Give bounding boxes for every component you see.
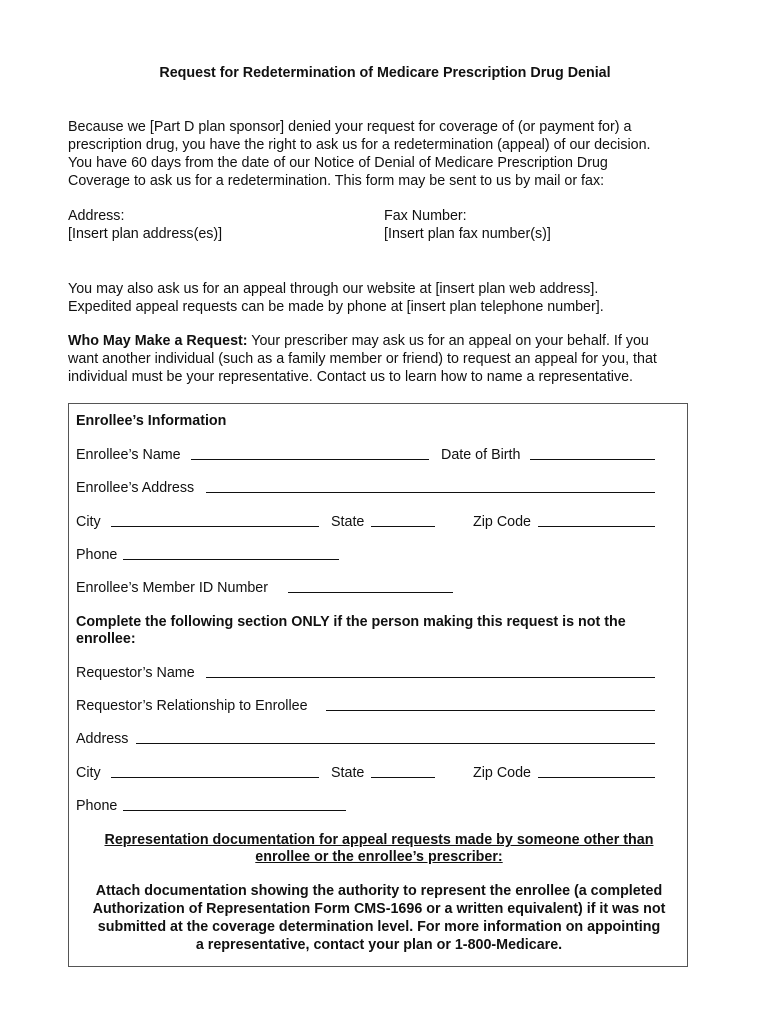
who-line: want another individual (such as a family member or friend) to request an appeal for you, that	[68, 351, 657, 367]
enrollee-name-label: Enrollee’s Name	[76, 447, 181, 463]
representation-body-line: Attach documentation showing the authority to represent the enrollee (a completed	[95, 883, 663, 899]
requestor-name-field[interactable]	[206, 677, 655, 678]
intro-line: Coverage to ask us for a redetermination. This form may be sent to us by mail or fax:	[68, 173, 605, 189]
web-paragraph	[68, 280, 708, 316]
page-title: Request for Redetermination of Medicare Prescription Drug Denial	[159, 65, 611, 81]
representation-body-line: Authorization of Representation Form CMS-1696 or a written equivalent) if it was not	[92, 901, 666, 917]
representation-heading-cont: enrollee or the enrollee’s prescriber:	[255, 849, 503, 865]
dob-label: Date of Birth	[441, 447, 521, 463]
requestor-state-field[interactable]	[371, 777, 435, 778]
requestor-zip-field[interactable]	[538, 777, 655, 778]
requestor-phone-label: Phone	[76, 798, 118, 814]
intro-line: You have 60 days from the date of our Notice of Denial of Medicare Prescription Drug	[68, 155, 608, 171]
dob-field[interactable]	[530, 459, 655, 460]
form-box	[68, 403, 688, 967]
who-heading: Who May Make a Request:	[68, 333, 248, 349]
requestor-city-field[interactable]	[111, 777, 319, 778]
intro-line: prescription drug, you have the right to ask us for a redetermination (appeal) of our decision.	[68, 137, 651, 153]
who-text: Your prescriber may ask us for an appeal on your behalf. If you	[247, 333, 649, 349]
web-line: Expedited appeal requests can be made by phone at [insert plan telephone number].	[68, 299, 604, 315]
member-id-field[interactable]	[288, 592, 453, 593]
enrollee-state-field[interactable]	[371, 526, 435, 527]
enrollee-address-field[interactable]	[206, 492, 655, 493]
requestor-city-label: City	[76, 765, 101, 781]
enrollee-heading: Enrollee’s Information	[76, 413, 227, 429]
enrollee-phone-field[interactable]	[123, 559, 339, 560]
fax-block	[384, 207, 551, 243]
relationship-label: Requestor’s Relationship to Enrollee	[76, 698, 308, 714]
requestor-address-field[interactable]	[136, 743, 655, 744]
requestor-heading: Complete the following section ONLY if the person making this request is not the	[76, 614, 626, 630]
requestor-state-label: State	[331, 765, 365, 781]
fax-label: Fax Number:	[384, 208, 467, 224]
web-line: You may also ask us for an appeal through our website at [insert plan web address].	[68, 281, 599, 297]
fax-value: [Insert plan fax number(s)]	[384, 226, 551, 242]
who-line: individual must be your representative. Contact us to learn how to name a representative.	[68, 369, 634, 385]
requestor-heading-cont: enrollee:	[76, 631, 136, 647]
enrollee-address-label: Enrollee’s Address	[76, 480, 195, 496]
enrollee-state-label: State	[331, 514, 365, 530]
requestor-zip-label: Zip Code	[473, 765, 532, 781]
relationship-field[interactable]	[326, 710, 655, 711]
enrollee-phone-label: Phone	[76, 547, 118, 563]
enrollee-name-field[interactable]	[191, 459, 429, 460]
enrollee-zip-field[interactable]	[538, 526, 655, 527]
representation-body-line: a representative, contact your plan or 1-800-Medicare.	[195, 937, 563, 953]
requestor-phone-field[interactable]	[123, 810, 346, 811]
enrollee-city-field[interactable]	[111, 526, 319, 527]
who-line	[68, 332, 708, 350]
requestor-name-label: Requestor’s Name	[76, 665, 195, 681]
address-label: Address:	[68, 208, 125, 224]
address-value: [Insert plan address(es)]	[68, 226, 223, 242]
intro-line: Because we [Part D plan sponsor] denied your request for coverage of (or payment for) a	[68, 119, 632, 135]
requestor-address-label: Address	[76, 731, 129, 747]
representation-body-line: submitted at the coverage determination level. For more information on appointing	[97, 919, 661, 935]
intro-paragraph	[68, 118, 708, 190]
address-block	[68, 207, 222, 243]
who-may-request-paragraph	[68, 332, 708, 386]
enrollee-city-label: City	[76, 514, 101, 530]
member-id-label: Enrollee’s Member ID Number	[76, 580, 269, 596]
representation-heading: Representation documentation for appeal requests made by someone other than	[104, 832, 654, 848]
enrollee-zip-label: Zip Code	[473, 514, 532, 530]
